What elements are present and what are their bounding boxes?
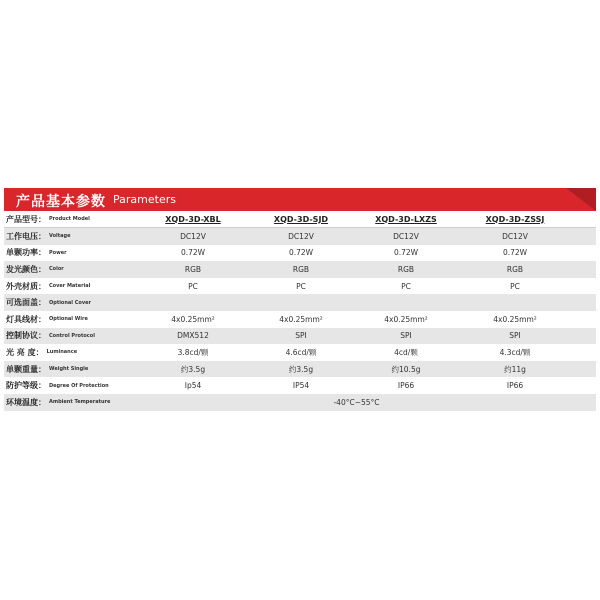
label-cn: 防护等级： xyxy=(6,381,46,391)
value-cell: RGB xyxy=(397,264,415,274)
label-cn: 控制协议： xyxy=(6,331,46,341)
table-row-power xyxy=(4,245,596,262)
banner-title-en: Parameters xyxy=(113,193,176,206)
value-cell: 4x0.25mm² xyxy=(384,314,428,324)
value-cell: PC xyxy=(401,281,411,291)
value-cell: 约10.5g xyxy=(391,364,421,374)
value-cell: DC12V xyxy=(180,231,206,241)
row-label xyxy=(4,344,117,361)
value-cell: 约3.5g xyxy=(180,364,206,374)
row-label xyxy=(4,261,117,278)
row-label xyxy=(4,311,117,328)
value-cell: 0.72W xyxy=(502,248,528,258)
table-row-voltage xyxy=(4,228,596,245)
value-cell: 约11g xyxy=(504,364,526,374)
row-label xyxy=(4,245,117,262)
value-cell: PC xyxy=(188,281,198,291)
table-row-control-protocol xyxy=(4,328,596,345)
value-cell: SPI xyxy=(509,331,521,341)
value-cell-span: -40°C~55°C xyxy=(333,397,380,407)
value-cell: IP66 xyxy=(506,381,524,391)
value-cell: 4cd/颗 xyxy=(394,347,418,357)
table-row-color xyxy=(4,261,596,278)
label-en: Degree Of Protection xyxy=(49,382,109,389)
value-cell: DMX512 xyxy=(177,331,209,341)
value-cell: PC xyxy=(296,281,306,291)
section-banner xyxy=(4,188,596,211)
label-en: Control Protocol xyxy=(49,332,95,339)
value-cell: RGB xyxy=(506,264,524,274)
value-cell: PC xyxy=(510,281,520,291)
value-cell: 4x0.25mm² xyxy=(493,314,537,324)
label-en: Optional Wire xyxy=(49,316,88,323)
parameters-panel xyxy=(4,188,596,411)
value-cell: 4.6cd/颗 xyxy=(285,347,317,357)
value-cell: RGB xyxy=(184,264,202,274)
value-cell: 4x0.25mm² xyxy=(171,314,215,324)
label-cn: 环境温度： xyxy=(6,397,46,407)
value-cell: 4.3cd/颗 xyxy=(499,347,531,357)
row-label xyxy=(4,361,117,378)
value-cell: DC12V xyxy=(288,231,314,241)
table-row-ambient-temperature xyxy=(4,394,596,411)
row-label xyxy=(4,394,117,411)
label-cn: 产品型号： xyxy=(6,214,46,224)
value-cell: RGB xyxy=(292,264,310,274)
value-cell: 0.72W xyxy=(180,248,206,258)
row-label xyxy=(4,228,117,245)
label-cn: 单颗功率： xyxy=(6,248,46,258)
model-cell: XQD-3D-XBL xyxy=(165,214,221,224)
value-cell: 4x0.25mm² xyxy=(279,314,323,324)
label-en: Power xyxy=(49,249,67,256)
model-cell: XQD-3D-LXZS xyxy=(375,214,437,224)
value-cell: SPI xyxy=(400,331,412,341)
label-cn: 可选面盖： xyxy=(6,298,46,308)
value-cell: DC12V xyxy=(393,231,419,241)
value-cell: IP66 xyxy=(397,381,415,391)
label-cn: 外壳材质： xyxy=(6,281,46,291)
label-en: Weight Single xyxy=(49,366,89,373)
label-en: Cover Material xyxy=(49,283,91,290)
label-en: Luminance xyxy=(46,349,78,356)
table-row-weight xyxy=(4,361,596,378)
label-en: Voltage xyxy=(49,233,71,240)
label-cn: 发光颜色： xyxy=(6,264,46,274)
row-label xyxy=(4,377,117,394)
value-cell: 0.72W xyxy=(393,248,419,258)
table-row-cover-material xyxy=(4,278,596,295)
table-row-protection xyxy=(4,377,596,394)
label-en: Color xyxy=(49,266,64,273)
value-cell: 0.72W xyxy=(288,248,314,258)
parameter-table xyxy=(4,211,596,411)
value-cell: 约3.5g xyxy=(288,364,314,374)
value-cell: 3.8cd/颗 xyxy=(177,347,209,357)
value-cell: DC12V xyxy=(502,231,528,241)
table-row-optional-cover xyxy=(4,294,596,311)
label-cn: 灯具线材： xyxy=(6,314,46,324)
label-en: Ambient Temperature xyxy=(49,399,111,406)
label-en: Optional Cover xyxy=(49,299,91,306)
value-cell: IP54 xyxy=(292,381,310,391)
model-cell: XQD-3D-ZSSJ xyxy=(485,214,545,224)
label-cn: 工作电压： xyxy=(6,231,46,241)
row-label xyxy=(4,328,117,345)
row-label xyxy=(4,294,117,311)
label-cn: 光 亮 度： xyxy=(6,347,44,357)
table-row-luminance xyxy=(4,344,596,361)
row-label xyxy=(4,211,117,227)
table-row-optional-wire xyxy=(4,311,596,328)
value-cell: SPI xyxy=(295,331,307,341)
value-cell: Ip54 xyxy=(184,381,202,391)
banner-title-cn: 产品基本参数 xyxy=(16,194,106,210)
table-row-product-model xyxy=(4,211,596,228)
model-cell: XQD-3D-SJD xyxy=(273,214,329,224)
row-label xyxy=(4,278,117,295)
label-cn: 单颗重量： xyxy=(6,364,46,374)
label-en: Product Model xyxy=(49,216,90,222)
banner-corner-accent xyxy=(566,188,596,211)
